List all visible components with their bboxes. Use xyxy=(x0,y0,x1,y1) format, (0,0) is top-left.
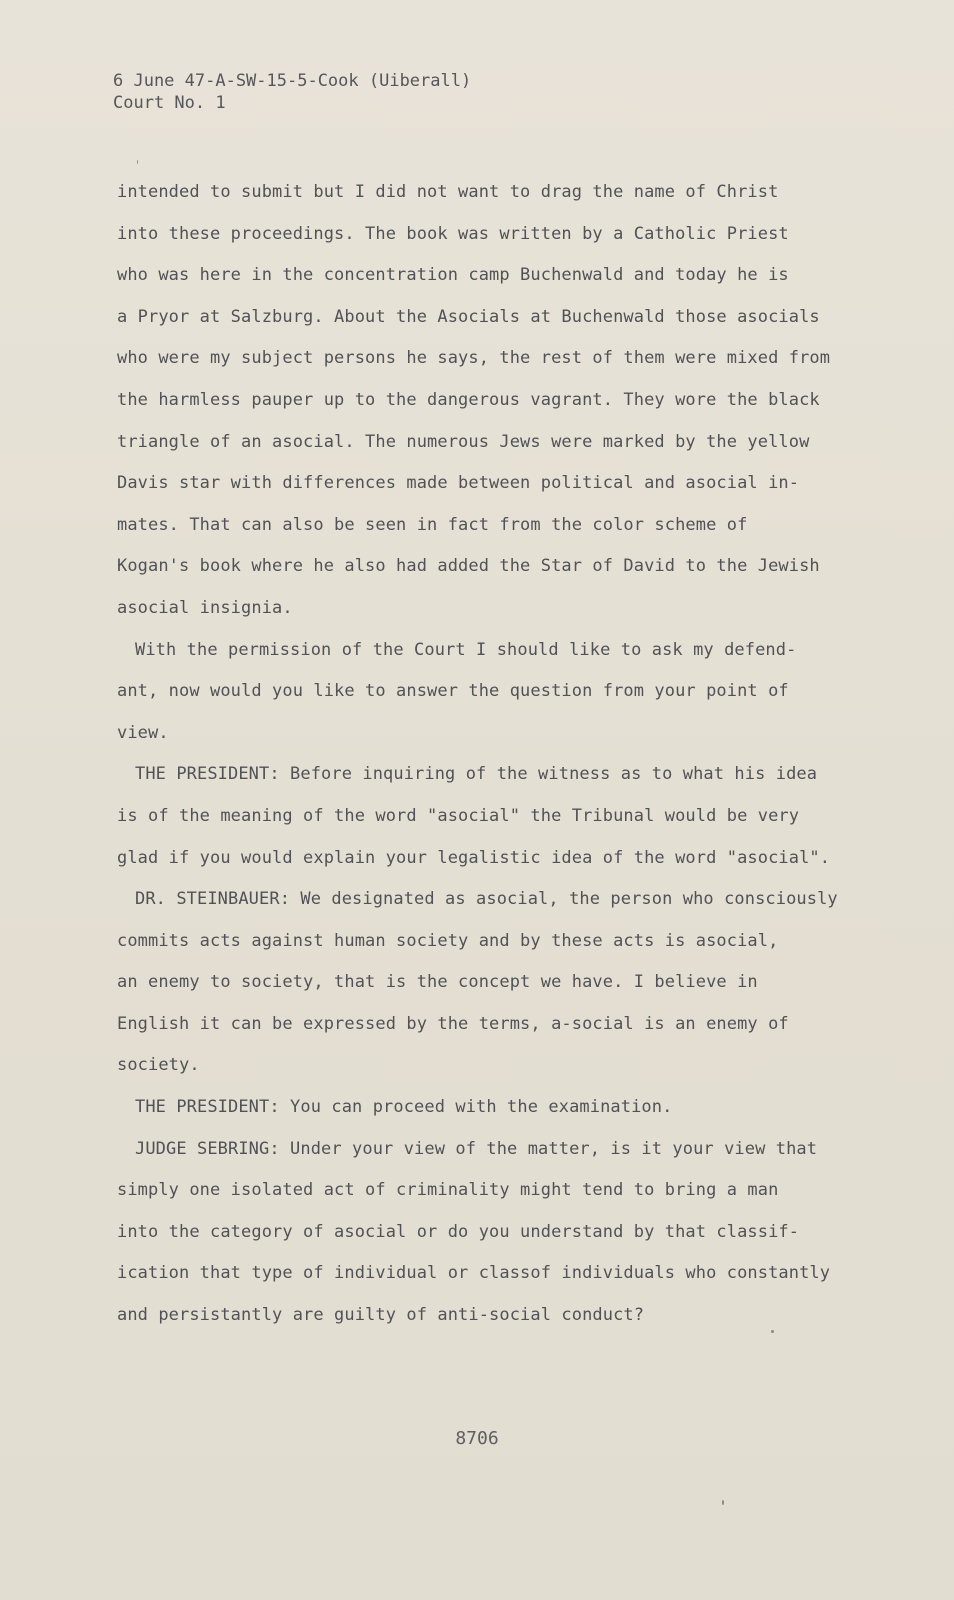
transcript-line: an enemy to society, that is the concept we have. I believe in xyxy=(117,972,758,993)
transcript-line: the harmless pauper up to the dangerous vagrant. They wore the black xyxy=(117,389,820,410)
transcript-line: mates. That can also be seen in fact from the color scheme of xyxy=(117,514,748,535)
transcript-line: into these proceedings. The book was written by a Catholic Priest xyxy=(117,223,789,244)
transcript-line: DR. STEINBAUER: We designated as asocial, the person who consciously xyxy=(135,889,838,910)
transcript-line: society. xyxy=(117,1055,200,1076)
transcript-line: who was here in the concentration camp Buchenwald and today he is xyxy=(117,265,789,286)
transcript-line: ication that type of individual or classof individuals who constantly xyxy=(117,1263,831,1284)
transcript-line: Kogan's book where he also had added the Star of David to the Jewish xyxy=(117,556,820,577)
page-number: 8706 xyxy=(455,1428,499,1449)
transcript-line: ant, now would you like to answer the question from your point of xyxy=(117,681,789,702)
transcript-line: THE PRESIDENT: Before inquiring of the witness as to what his idea xyxy=(135,764,818,785)
transcript-line: Davis star with differences made between political and asocial in- xyxy=(117,473,800,494)
document-header xyxy=(113,70,471,114)
paper-speck xyxy=(137,160,138,164)
transcript-line: view. xyxy=(117,722,169,743)
paper-speck xyxy=(771,1330,774,1333)
transcript-line: glad if you would explain your legalistic idea of the word "asocial". xyxy=(117,847,831,868)
transcript-line: into the category of asocial or do you understand by that classif- xyxy=(117,1221,800,1242)
transcript-body xyxy=(117,172,837,1337)
header-date-reference: 6 June 47-A-SW-15-5-Cook (Uiberall) xyxy=(113,71,472,91)
transcript-line: is of the meaning of the word "asocial" the Tribunal would be very xyxy=(117,805,800,826)
transcript-line: JUDGE SEBRING: Under your view of the matter, is it your view that xyxy=(135,1138,818,1159)
paper-speck xyxy=(722,1500,724,1505)
transcript-line: triangle of an asocial. The numerous Jews were marked by the yellow xyxy=(117,431,810,452)
transcript-line: simply one isolated act of criminality might tend to bring a man xyxy=(117,1180,779,1201)
transcript-line: English it can be expressed by the terms, a-social is an enemy of xyxy=(117,1013,789,1034)
transcript-line: With the permission of the Court I should like to ask my defend- xyxy=(135,639,797,660)
transcript-line: THE PRESIDENT: You can proceed with the examination. xyxy=(135,1097,673,1118)
transcript-line: intended to submit but I did not want to drag the name of Christ xyxy=(117,182,779,202)
transcript-line: and persistantly are guilty of anti-social conduct? xyxy=(117,1305,645,1326)
transcript-line: who were my subject persons he says, the rest of them were mixed from xyxy=(117,348,831,369)
transcript-line: commits acts against human society and by these acts is asocial, xyxy=(117,930,779,951)
transcript-line: a Pryor at Salzburg. About the Asocials at Buchenwald those asocials xyxy=(117,306,820,327)
header-court-number: Court No. 1 xyxy=(113,93,226,113)
transcript-line: asocial insignia. xyxy=(117,597,293,618)
